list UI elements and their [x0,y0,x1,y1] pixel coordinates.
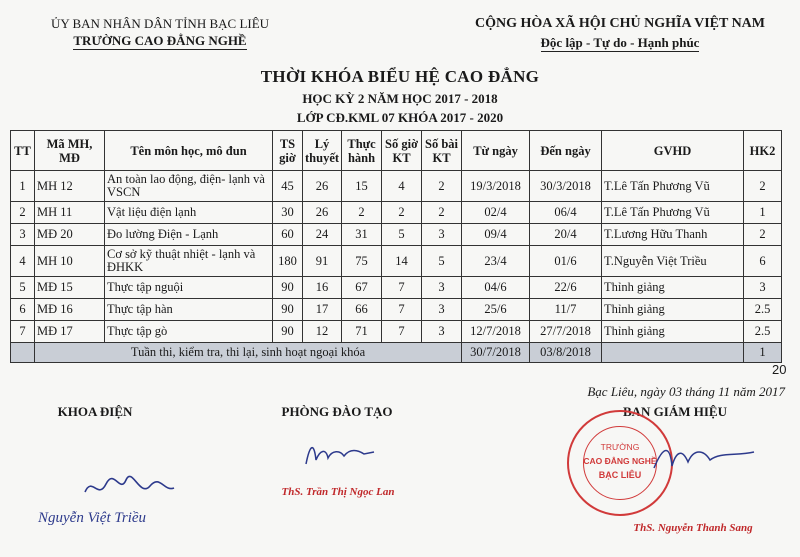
cell-to: 11/7 [530,299,602,321]
cell-code: MĐ 16 [35,299,105,321]
table-row [11,277,782,299]
col-name: Tên môn học, mô đun [105,131,273,171]
cell-lt: 16 [303,277,342,299]
cell-name: Cơ sở kỹ thuật nhiệt - lạnh và ĐHKK [105,246,273,277]
cell-from: 02/4 [462,202,530,224]
cell-code: MH 10 [35,246,105,277]
cell-name: Thực tập nguội [105,277,273,299]
training-signer-name: ThS. Trần Thị Ngọc Lan [281,486,395,498]
cell-name: Đo lường Điện - Lạnh [105,224,273,246]
stamp-text-place: BẠC LIÊU [598,470,642,480]
cell-to: 22/6 [530,277,602,299]
cell-ts: 90 [273,277,303,299]
col-sgkt: Số giờ KT [382,131,422,171]
cell-sgkt: 14 [382,246,422,277]
cell-gvhd: Thỉnh giảng [602,321,744,343]
cell-sgkt: 2 [382,202,422,224]
cell-name: Vật liệu điện lạnh [105,202,273,224]
table-row [11,246,782,277]
board-signature-scribble [650,438,760,478]
cell-from: 12/7/2018 [462,321,530,343]
cell-lt: 17 [303,299,342,321]
cell-sbkt: 3 [422,224,462,246]
cell-from: 04/6 [462,277,530,299]
table-row [11,299,782,321]
cell-ts: 60 [273,224,303,246]
cell-sbkt: 3 [422,277,462,299]
cell-hk2: 1 [744,202,782,224]
table-row [11,224,782,246]
signature-heading-training: PHÒNG ĐÀO TẠO [281,404,393,419]
cell-ts: 90 [273,299,303,321]
cell-hk2: 2 [744,224,782,246]
cell-hk2: 6 [744,246,782,277]
cell-from: 25/6 [462,299,530,321]
cell-hk2: 2.5 [744,299,782,321]
table-row [11,321,782,343]
col-hk2: HK2 [744,131,782,171]
semester-line: HỌC KỲ 2 NĂM HỌC 2017 - 2018 [302,91,498,106]
cell-code: MĐ 15 [35,277,105,299]
cell-name: An toàn lao động, điện- lạnh và VSCN [105,171,273,202]
stamp-text-level: CAO ĐẲNG NGHỀ [583,456,657,466]
cell-lt: 24 [303,224,342,246]
signature-heading-faculty: KHOA ĐIỆN [57,404,133,419]
cell-to: 06/4 [530,202,602,224]
cell-hk2: 3 [744,277,782,299]
col-ts: TS giờ [273,131,303,171]
cell-gvhd: Thỉnh giảng [602,277,744,299]
table-row [11,202,782,224]
cell-th: 75 [342,246,382,277]
summary-label: Tuần thi, kiểm tra, thi lại, sinh hoạt ngoại khóa [35,343,462,363]
cell-ts: 90 [273,321,303,343]
cell-ts: 180 [273,246,303,277]
cell-to: 01/6 [530,246,602,277]
cell-tt: 7 [11,321,35,343]
cell-th: 31 [342,224,382,246]
cell-gvhd: T.Nguyễn Việt Triều [602,246,744,277]
issuer-authority: ỦY BAN NHÂN DÂN TỈNH BẠC LIÊU [50,16,270,31]
cell-lt: 26 [303,171,342,202]
cell-code: MĐ 20 [35,224,105,246]
national-motto-text: Độc lập - Tự do - Hạnh phúc [540,35,700,50]
cell-tt: 1 [11,171,35,202]
issuer-school [30,33,290,49]
issuer-school-text: TRƯỜNG CAO ĐẲNG NGHỀ [73,33,247,48]
cell-th: 15 [342,171,382,202]
cell-sgkt: 7 [382,321,422,343]
cell-to: 30/3/2018 [530,171,602,202]
cell-lt: 91 [303,246,342,277]
cell-hk2: 2 [744,171,782,202]
cell-tt: 3 [11,224,35,246]
cell-tt: 6 [11,299,35,321]
class-line: LỚP CĐ.KML 07 KHÓA 2017 - 2020 [296,110,504,125]
page-number: 20 [772,362,787,377]
col-gvhd: GVHD [602,131,744,171]
col-tt: TT [11,131,35,171]
document-title: THỜI KHÓA BIỂU HỆ CAO ĐẲNG [260,67,540,86]
cell-from: 09/4 [462,224,530,246]
national-title: CỘNG HÒA XÃ HỘI CHỦ NGHĨA VIỆT NAM [474,16,765,31]
cell-sbkt: 3 [422,299,462,321]
summary-to: 03/8/2018 [530,343,602,363]
cell-from: 23/4 [462,246,530,277]
national-motto [455,35,785,51]
cell-sgkt: 7 [382,299,422,321]
cell-sbkt: 2 [422,171,462,202]
cell-from: 19/3/2018 [462,171,530,202]
col-lt: Lý thuyết [303,131,342,171]
cell-sgkt: 7 [382,277,422,299]
faculty-signature-scribble [80,470,180,504]
col-from: Từ ngày [462,131,530,171]
cell-code: MĐ 17 [35,321,105,343]
cell-th: 71 [342,321,382,343]
cell-sbkt: 5 [422,246,462,277]
table-header-row [11,131,782,171]
summary-row [11,343,782,363]
timetable [10,130,782,363]
col-to: Đến ngày [530,131,602,171]
cell-tt: 2 [11,202,35,224]
cell-gvhd: T.Lê Tấn Phương Vũ [602,171,744,202]
cell-sgkt: 4 [382,171,422,202]
cell-name: Thực tập hàn [105,299,273,321]
summary-gvhd [602,343,744,363]
cell-ts: 30 [273,202,303,224]
cell-tt: 5 [11,277,35,299]
signature-heading-board: BAN GIÁM HIỆU [622,404,727,419]
col-sbkt: Số bài KT [422,131,462,171]
cell-to: 20/4 [530,224,602,246]
cell-hk2: 2.5 [744,321,782,343]
faculty-handwritten-name: Nguyễn Việt Triều [38,510,147,526]
cell-sbkt: 2 [422,202,462,224]
cell-code: MH 12 [35,171,105,202]
cell-tt: 4 [11,246,35,277]
cell-lt: 26 [303,202,342,224]
stamp-text-school: TRƯỜNG [600,442,640,452]
cell-gvhd: Thỉnh giảng [602,299,744,321]
cell-th: 2 [342,202,382,224]
cell-ts: 45 [273,171,303,202]
cell-code: MH 11 [35,202,105,224]
cell-gvhd: T.Lê Tấn Phương Vũ [602,202,744,224]
cell-name: Thực tập gò [105,321,273,343]
summary-tt [11,343,35,363]
col-th: Thực hành [342,131,382,171]
training-signature-scribble [300,436,380,470]
cell-gvhd: T.Lương Hữu Thanh [602,224,744,246]
col-code: Mã MH, MĐ [35,131,105,171]
place-date: Bạc Liêu, ngày 03 tháng 11 năm 2017 [587,384,785,399]
summary-from: 30/7/2018 [462,343,530,363]
board-signer-name: ThS. Nguyễn Thanh Sang [633,522,753,534]
cell-to: 27/7/2018 [530,321,602,343]
table-row [11,171,782,202]
cell-lt: 12 [303,321,342,343]
cell-th: 66 [342,299,382,321]
cell-th: 67 [342,277,382,299]
cell-sbkt: 3 [422,321,462,343]
summary-hk2: 1 [744,343,782,363]
cell-sgkt: 5 [382,224,422,246]
